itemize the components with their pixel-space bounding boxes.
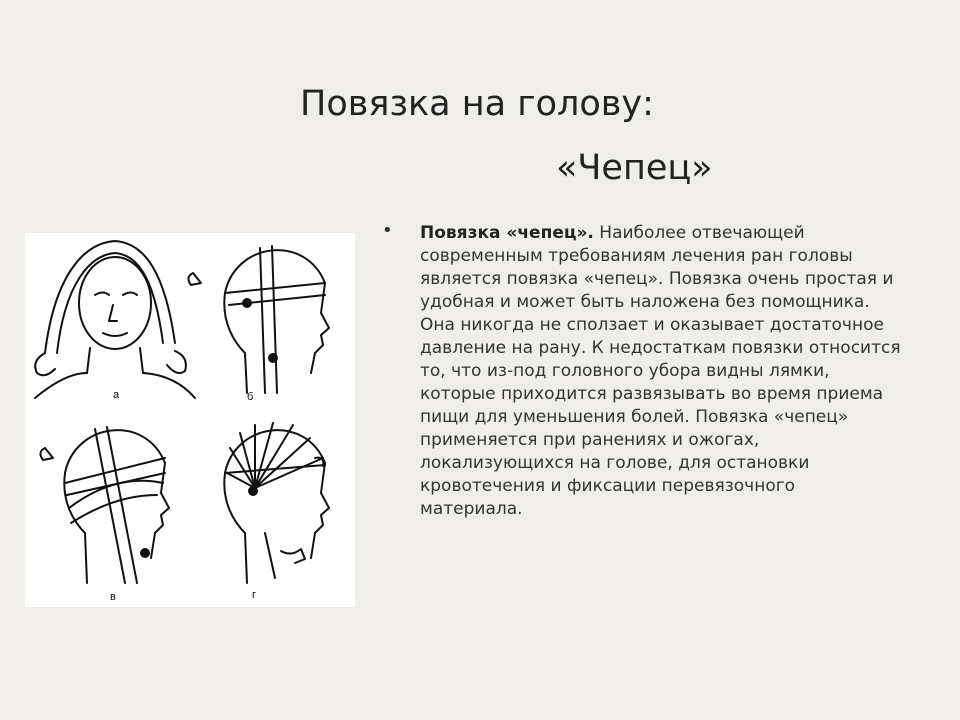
slide-title <box>300 72 900 200</box>
bullet-point: • <box>382 220 393 241</box>
panel-a-drawing <box>35 241 195 398</box>
bandage-drawings <box>25 233 355 607</box>
panel-label-c: в <box>110 591 116 603</box>
panel-label-b: б <box>247 391 254 403</box>
bandage-illustration <box>25 233 355 607</box>
panel-label-d: г <box>252 589 257 601</box>
bullet-body: Наиболее отвечающей современным требованиям лечения ран головы является повязка «чепец». Повязка очень простая и удобная и может быть наложена без помощника. Она никогда не сползает и оказывает достаточное давление на рану. К недостаткам повязки относится то, что из-под головного убора видны лямки, которые приходится развязывать во время приема пищи для уменьшения болей. Повязка «чепец» применяется при ранениях и ожогах, локализующихся на голове, для остановки кровотечения и фиксации перевязочного материала. <box>420 223 901 519</box>
panel-b-drawing <box>188 246 329 393</box>
title-line-1: Повязка на голову: <box>300 84 654 124</box>
bullet-bold-lead: Повязка «чепец». <box>420 223 594 243</box>
panel-c-drawing <box>40 427 169 583</box>
panel-label-a: а <box>113 389 120 401</box>
panel-d-drawing <box>224 423 329 583</box>
bullet-text <box>420 222 902 521</box>
title-line-2: «Чепец» <box>556 148 713 188</box>
